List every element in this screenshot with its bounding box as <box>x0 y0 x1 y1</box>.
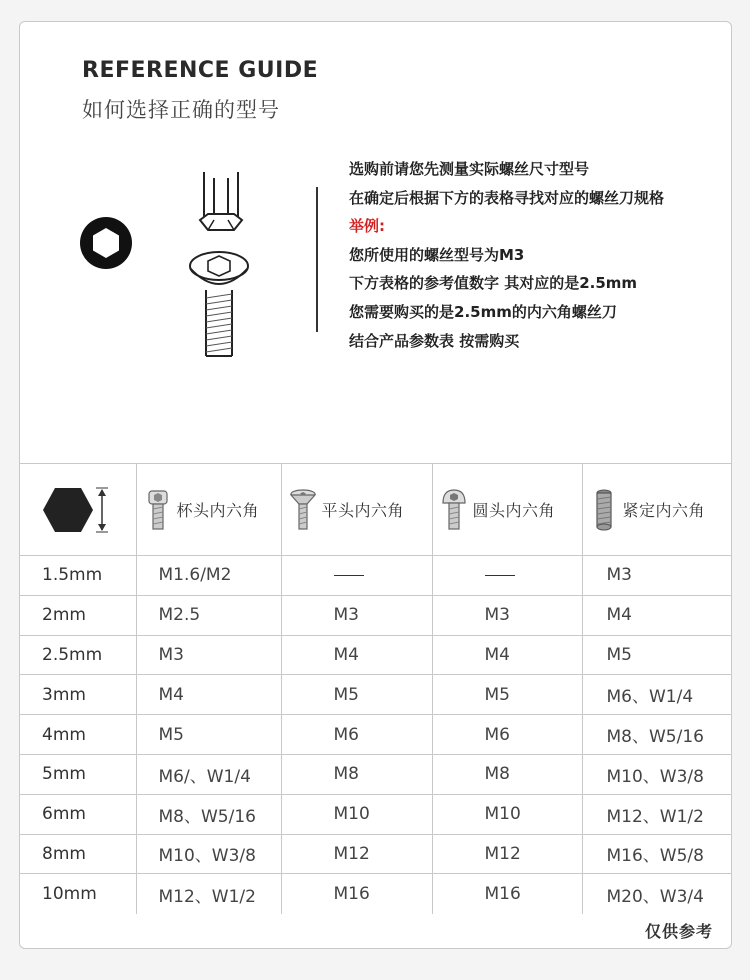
hex-size-cell: 6mm <box>20 794 136 834</box>
column-label: 紧定内六角 <box>622 501 706 520</box>
cup-head-screw-icon <box>145 489 171 531</box>
flat-head-cell: M12 <box>281 834 432 874</box>
hex-size-cell: 2.5mm <box>20 635 136 675</box>
hex-size-cell: 3mm <box>20 675 136 715</box>
reference-only-note: 仅供参考 <box>644 922 713 941</box>
table-row <box>20 595 731 635</box>
table-row <box>20 794 731 834</box>
set-screw-cell: M12、W1/2 <box>582 794 731 834</box>
instruction-line: 结合产品参数表 按需购买 <box>349 331 520 350</box>
flat-head-screw-icon <box>290 489 316 531</box>
flat-head-cell: M8 <box>281 754 432 794</box>
hex-size-cell: 1.5mm <box>20 556 136 596</box>
set-screw-cell: M5 <box>582 635 731 675</box>
flat-head-cell: M10 <box>281 794 432 834</box>
round-head-screw-icon <box>441 489 467 531</box>
set-screw-cell: M10、W3/8 <box>582 754 731 794</box>
round-head-cell: M4 <box>432 635 582 675</box>
round-head-column-header <box>432 464 582 556</box>
hex-size-cell: 4mm <box>20 715 136 755</box>
round-head-cell: M10 <box>432 794 582 834</box>
instruction-line: 下方表格的参考值数字 其对应的是2.5mm <box>349 274 638 293</box>
cup-head-cell: M5 <box>136 715 281 755</box>
page-subtitle: 如何选择正确的型号 <box>82 98 280 122</box>
flat-head-cell: M16 <box>281 874 432 914</box>
set-screw-cell: M6、W1/4 <box>582 675 731 715</box>
not-applicable-dash <box>485 575 515 576</box>
instruction-line: 选购前请您先测量实际螺丝尺寸型号 <box>349 160 590 178</box>
instruction-line: 您需要购买的是2.5mm的内六角螺丝刀 <box>349 302 617 321</box>
flat-head-cell: M4 <box>281 635 432 675</box>
set-screw-cell: M16、W5/8 <box>582 834 731 874</box>
table-header-row <box>20 464 731 556</box>
cup-head-cell: M6/、W1/4 <box>136 754 281 794</box>
cup-head-cell: M12、W1/2 <box>136 874 281 914</box>
hex-size-cell: 8mm <box>20 834 136 874</box>
round-head-cell: M16 <box>432 874 582 914</box>
table-row <box>20 715 731 755</box>
cup-head-cell: M8、W5/16 <box>136 794 281 834</box>
set-screw-cell: M3 <box>582 556 731 596</box>
section-divider <box>316 187 318 332</box>
flat-head-column-header <box>281 464 432 556</box>
size-column-header <box>20 464 136 556</box>
cup-head-column-header <box>136 464 281 556</box>
round-head-cell: M6 <box>432 715 582 755</box>
set-screw-cell: M4 <box>582 595 731 635</box>
set-screw-icon <box>591 489 617 531</box>
cup-head-cell: M10、W3/8 <box>136 834 281 874</box>
set-screw-cell: M20、W3/4 <box>582 874 731 914</box>
column-label: 平头内六角 <box>321 501 405 520</box>
reference-guide-card <box>19 21 732 949</box>
not-applicable-dash <box>334 575 364 576</box>
hex-key-icon <box>192 172 250 242</box>
round-head-cell: M12 <box>432 834 582 874</box>
table-row <box>20 675 731 715</box>
round-head-cell: M5 <box>432 675 582 715</box>
instructions <box>349 155 729 355</box>
countersunk-screw-icon <box>188 250 250 362</box>
cup-head-cell: M1.6/M2 <box>136 556 281 596</box>
hex-socket-icon <box>78 215 134 271</box>
instruction-line: 在确定后根据下方的表格寻找对应的螺丝刀规格 <box>349 188 665 207</box>
table-row <box>20 635 731 675</box>
hex-size-cell: 5mm <box>20 754 136 794</box>
flat-head-cell: M3 <box>281 595 432 635</box>
cup-head-cell: M4 <box>136 675 281 715</box>
round-head-cell: M8 <box>432 754 582 794</box>
cup-head-cell: M2.5 <box>136 595 281 635</box>
set-screw-column-header <box>582 464 731 556</box>
column-label: 杯头内六角 <box>176 501 260 520</box>
set-screw-cell: M8、W5/16 <box>582 715 731 755</box>
instruction-line: 您所使用的螺丝型号为M3 <box>349 245 525 264</box>
page-title: REFERENCE GUIDE <box>82 58 319 83</box>
hex-size-icon <box>37 484 119 536</box>
round-head-cell <box>432 556 582 596</box>
flat-head-cell: M5 <box>281 675 432 715</box>
size-reference-table <box>20 463 731 914</box>
flat-head-cell: M6 <box>281 715 432 755</box>
hex-size-cell: 2mm <box>20 595 136 635</box>
round-head-cell: M3 <box>432 595 582 635</box>
table-row <box>20 754 731 794</box>
table-row <box>20 874 731 914</box>
cup-head-cell: M3 <box>136 635 281 675</box>
flat-head-cell <box>281 556 432 596</box>
column-label: 圆头内六角 <box>472 501 556 520</box>
example-label: 举例: <box>349 217 385 236</box>
table-row <box>20 834 731 874</box>
table-row <box>20 556 731 596</box>
hex-size-cell: 10mm <box>20 874 136 914</box>
